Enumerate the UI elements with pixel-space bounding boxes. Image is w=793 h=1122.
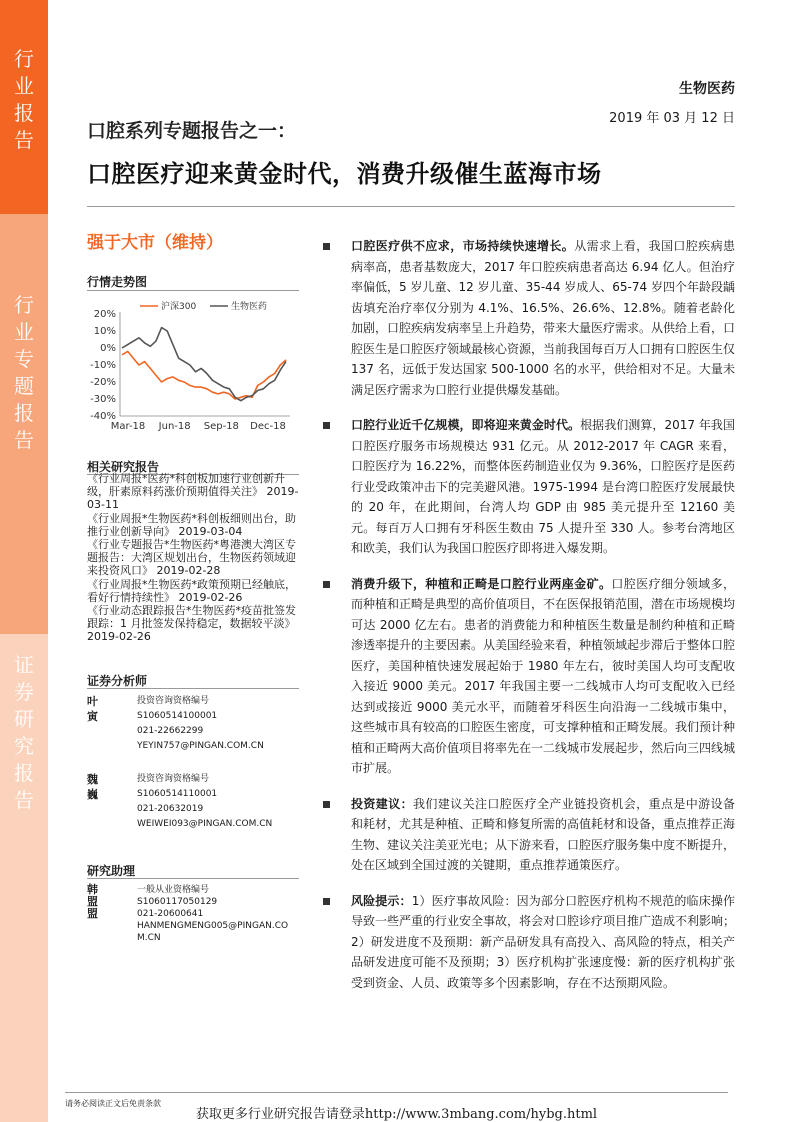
report-subtitle: 口腔系列专题报告之一： [87, 120, 297, 142]
x-tick-label: Sep-18 [203, 421, 239, 432]
related-report-item[interactable]: 《行业专题报告*生物医药*粤港澳大湾区专题报告：大湾区规划出台，生物医药领域迎来投资风口》 2019-02-28 [87, 538, 296, 578]
side-label-1: 行业报告 [14, 47, 34, 152]
bullet-square-icon [323, 243, 330, 250]
footer-divider [65, 1092, 728, 1093]
assistant-qualification-label: 一般从业资格编号 [137, 885, 210, 895]
disclaimer: 请务必阅读正文后免责条款 [65, 1099, 161, 1108]
analyst-qualification-label: 投资咨询资格编号 [137, 696, 210, 706]
assistant-title: 研究助理 [87, 864, 136, 878]
side-label-2: 行业专题报告 [14, 293, 34, 452]
paragraph-lead: 口腔医疗供不应求，市场持续快速增长。 [351, 239, 575, 253]
paragraph-lead: 投资建议： [351, 796, 413, 811]
paragraph-text: 根据我们测算，2017 年我国口腔医疗服务市场规模达 931 亿元。从 2012-2017 年 CAGR 来看，口腔医疗为 16.22%，而整体医药制造业仅为 9.36%，口腔医疗是医药行业受政策冲击下的完美避风港。1975-1994 是台湾口腔医疗发展最快的 20 年，在此期间，台湾人均 GDP 由 985 美元提升至 12160 美元。每百万人口拥有牙科医生数由 75 人提升至 330 人。参考台湾地区和欧美，我们认为我国口腔医疗即将进入爆发期。 [351, 418, 735, 555]
related-reports-title: 相关研究报告 [87, 460, 160, 474]
analyst-email[interactable]: YEYIN757@PINGAN.COM.CN [137, 741, 264, 751]
assistant-email-cont[interactable]: M.CN [137, 933, 161, 943]
related-reports-list [87, 472, 299, 644]
paragraph-text: 我们建议关注口腔医疗全产业链投资机会，重点是中游设备和耗材，尤其是种植、正畸和修复所需的高值耗材和设备，重点推荐正海生物、建议关注美亚光电；从下游来看，口腔医疗服务集中度不断提升，处在区域到全国过渡的关键期，重点推荐通策医疗。 [351, 796, 736, 872]
related-report-item[interactable]: 《行业周报*生物医药*政策预期已经触底，看好行情持续性》 2019-02-26 [87, 577, 296, 604]
side-tab-special-report [0, 214, 48, 634]
chart-section-title: 行情走势图 [87, 275, 148, 289]
analyst-name: 魏巍 [87, 773, 98, 801]
side-tab-research-report [0, 634, 48, 1122]
bullet-square-icon [323, 801, 330, 808]
y-tick-label: 10% [93, 326, 116, 337]
bullet-square-icon [323, 898, 330, 905]
bullet-square-icon [323, 422, 330, 429]
x-tick-label: Dec-18 [250, 421, 286, 432]
analyst-phone: 021-22662299 [137, 726, 204, 736]
x-tick-label: Jun-18 [158, 421, 191, 432]
legend-label: 生物医药 [231, 302, 268, 312]
assistant-email[interactable]: HANMENGMENG005@PINGAN.CO [137, 921, 289, 931]
summary-paragraph [323, 574, 735, 779]
related-report-item[interactable]: 《行业周报*医药*科创板加速行业创新升级，肝素原料药涨价预期值得关注》 2019-03-11 [87, 472, 299, 512]
y-tick-label: 0% [100, 343, 116, 354]
y-tick-label: -10% [90, 360, 116, 371]
bullet-square-icon [323, 581, 330, 588]
paragraph-text: 1）医疗事故风险：因为部分口腔医疗机构不规范的临床操作导致一些严重的行业安全事故，将会对口腔诊疗项目推广造成不利影响；2）研发进度不及预期：新产品研发具有高投入、高风险的特点，相关产品研发进度可能不及预期；3）医疗机构扩张速度慢：新的医疗机构扩张受到资金、人员、政策等多个因素影响，存在不达预期风险。 [351, 893, 736, 990]
analysts-rule [87, 688, 299, 689]
y-tick-label: -30% [90, 394, 116, 405]
summary-paragraph [323, 236, 735, 400]
side-label-3: 证券研究报告 [14, 653, 34, 812]
summary-paragraph [323, 794, 735, 876]
paragraph-lead: 风险提示： [351, 893, 412, 908]
report-summary [323, 236, 735, 1008]
footer-website-link[interactable]: 获取更多行业研究报告请登录http://www.3mbang.com/hybg.html [195, 1107, 598, 1122]
series-line [122, 351, 286, 399]
analyst-qualification-number: S1060514100001 [137, 711, 218, 721]
summary-paragraph [323, 891, 735, 994]
x-tick-label: Mar-18 [110, 421, 146, 432]
analyst-phone: 021-20632019 [137, 804, 204, 814]
related-report-item[interactable]: 《行业周报*生物医药*科创板细则出台，助推行业创新导向》 2019-03-04 [87, 511, 296, 538]
assistant-phone: 021-20600641 [137, 909, 204, 919]
summary-paragraph [323, 415, 735, 559]
y-tick-label: 20% [93, 309, 116, 320]
rating-label: 强于大市（维持） [87, 233, 223, 253]
paragraph-text: 口腔医疗细分领域多，而种植和正畸是典型的高价值项目，不在医保报销范围，潜在市场规模均可达 2000 亿左右。患者的消费能力和种植医生数量是制约种植和正畸渗透率提升的主要因素。从美国经验来看，种植领域起步滞后于整体口腔医疗，美国种植快速发展起始于 1980 年左右，彼时美国人均可支配收入接近 9000 美元。2017 年我国主要一二线城市人均可支配收入已经达到或接近 9000 美元水平，而随着牙科医生向沿海一二线城市集中，这些城市具有较高的口腔医生密度，可支撑种植和正畸发展。我们预计种植和正畸两大高价值项目将率先在一二线城市发展起步，然后向三四线城市扩展。 [351, 576, 736, 775]
paragraph-lead: 消费升级下，种植和正畸是口腔行业两座金矿。 [351, 576, 612, 591]
side-tab-industry-report [0, 0, 48, 214]
analysts-title: 证券分析师 [87, 674, 148, 688]
header-divider [87, 206, 735, 207]
related-report-item[interactable]: 《行业动态跟踪报告*生物医药*疫苗批签发跟踪：1 月批签发保持稳定，数据较平淡》 2019-02-26 [87, 604, 296, 644]
assistant-name: 韩盟盟 [87, 883, 98, 920]
y-tick-label: -20% [90, 377, 116, 388]
sector-label: 生物医药 [679, 81, 735, 97]
analyst-qualification-number: S1060514110001 [137, 789, 218, 799]
analyst-name: 叶寅 [87, 695, 98, 723]
report-title: 口腔医疗迎来黄金时代，消费升级催生蓝海市场 [87, 160, 602, 188]
chart-section-rule [87, 290, 299, 291]
report-date: 2019 年 03 月 12 日 [609, 111, 735, 126]
analyst-email[interactable]: WEIWEI093@PINGAN.COM.CN [137, 819, 273, 829]
assistant-qualification-number: S1060117050129 [137, 897, 218, 907]
market-trend-chart [82, 292, 298, 444]
analyst-qualification-label: 投资咨询资格编号 [137, 774, 210, 784]
legend-label: 沪深300 [161, 302, 197, 312]
paragraph-text: 从需求上看，我国口腔疾病患病率高，患者基数庞大，2017 年口腔疾病患者高达 6.94 亿人。但治疗率偏低，5 岁儿童、12 岁儿童、35-44 岁成人、65-74 岁四个年龄段龋齿填充治疗率仅分别为 4.1%、16.5%、26.6%、12.8%。随着老龄化加剧，口腔疾病发病率呈上升趋势，带来大量医疗需求。从供给上看，口腔医生是口腔医疗领域最核心资源，当前我国每百万人口拥有口腔医生仅 137 名，远低于发达国家 500-1000 名的水平，供给相对不足。大量未满足医疗需求为口腔行业提供爆发基础。 [351, 239, 736, 397]
assistant-rule [87, 878, 299, 879]
y-tick-label: -40% [90, 411, 116, 422]
paragraph-lead: 口腔行业近千亿规模，即将迎来黄金时代。 [351, 418, 581, 432]
